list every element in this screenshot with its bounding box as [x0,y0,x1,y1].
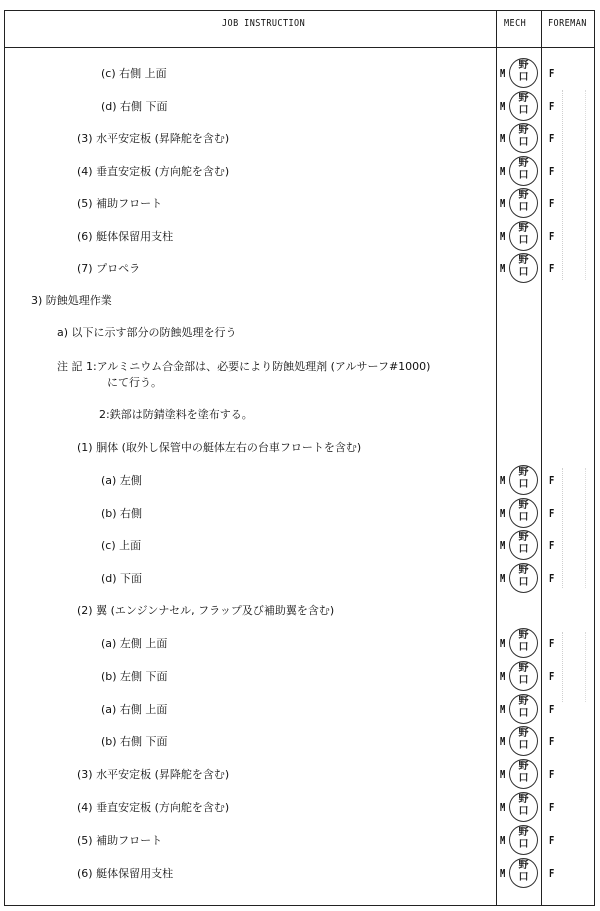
mech-signoff [497,630,539,656]
mech-label: M [500,197,506,210]
mech-signoff [497,663,539,689]
section-heading: 3) 防蝕処理作業 [31,294,112,307]
mech-signoff [497,794,539,820]
foreman-label: F [549,67,555,80]
foreman-label: F [549,867,555,880]
mech-signoff [497,158,539,184]
foreman-label: F [549,230,555,243]
foreman-label: F [549,572,555,585]
seal-text-top: 野 [518,827,529,838]
hanko-seal [509,156,538,186]
mech-label: M [500,768,506,781]
seal-text-bottom: 口 [518,512,529,523]
foreman-smudge [562,632,586,702]
foreman-label: F [549,165,555,178]
foreman-smudge [562,468,586,588]
instruction-row: (c) 上面 [101,539,142,552]
seal-text-top: 野 [518,467,529,478]
hanko-seal [509,123,538,153]
instruction-row: (1) 胴体 (取外し保管中の艇体左右の台車フロートを含む) [77,441,362,454]
seal-text-bottom: 口 [518,872,529,883]
instruction-row: (b) 右側 下面 [101,735,168,748]
seal-text-top: 野 [518,663,529,674]
foreman-label: F [549,132,555,145]
seal-text-bottom: 口 [518,137,529,148]
seal-text-top: 野 [518,696,529,707]
mech-label: M [500,100,506,113]
seal-text-bottom: 口 [518,170,529,181]
instruction-row: (6) 艇体保留用支柱 [77,230,174,243]
hanko-seal [509,498,538,528]
mech-signoff [497,125,539,151]
foreman-label: F [549,474,555,487]
seal-text-top: 野 [518,728,529,739]
hanko-seal [509,221,538,251]
hanko-seal [509,628,538,658]
seal-text-top: 野 [518,761,529,772]
mech-signoff [497,467,539,493]
seal-text-top: 野 [518,630,529,641]
foreman-label: F [549,735,555,748]
foreman-label: F [549,262,555,275]
note-line: 注 記 1:アルミニウム合金部は、必要により防蝕処理剤 (アルサーフ#1000) [57,360,431,373]
hanko-seal [509,694,538,724]
instruction-row: (b) 左側 下面 [101,670,168,683]
mech-label: M [500,703,506,716]
header-job-instruction: JOB INSTRUCTION [222,18,306,29]
seal-text-top: 野 [518,158,529,169]
foreman-label: F [549,768,555,781]
mech-label: M [500,867,506,880]
mech-label: M [500,670,506,683]
mech-signoff [497,565,539,591]
seal-text-bottom: 口 [518,105,529,116]
instruction-row: (a) 右側 上面 [101,703,168,716]
instruction-row: (b) 右側 [101,507,143,520]
foreman-label: F [549,100,555,113]
hanko-seal [509,858,538,888]
mech-signoff [497,696,539,722]
instruction-row: (6) 艇体保留用支柱 [77,867,174,880]
instruction-row: (3) 水平安定板 (昇降舵を含む) [77,768,230,781]
mech-signoff [497,93,539,119]
header-mech: MECH [504,18,527,29]
seal-text-bottom: 口 [518,642,529,653]
hanko-seal [509,530,538,560]
hanko-seal [509,726,538,756]
mech-label: M [500,801,506,814]
instruction-row: (a) 左側 上面 [101,637,168,650]
instruction-row: (5) 補助フロート [77,197,163,210]
mech-label: M [500,834,506,847]
instruction-row: (3) 水平安定板 (昇降舵を含む) [77,132,230,145]
instruction-row: (2) 翼 (エンジンナセル, フラップ及び補助翼を含む) [77,604,335,617]
hanko-seal [509,825,538,855]
hanko-seal [509,759,538,789]
foreman-label: F [549,801,555,814]
seal-text-bottom: 口 [518,708,529,719]
mech-signoff [497,532,539,558]
mech-signoff [497,827,539,853]
seal-text-top: 野 [518,565,529,576]
mech-signoff [497,860,539,886]
foreman-label: F [549,834,555,847]
hanko-seal [509,792,538,822]
hanko-seal [509,465,538,495]
seal-text-top: 野 [518,60,529,71]
seal-text-bottom: 口 [518,479,529,490]
seal-text-top: 野 [518,860,529,871]
seal-text-top: 野 [518,190,529,201]
instruction-row: a) 以下に示す部分の防蝕処理を行う [57,326,237,339]
seal-text-top: 野 [518,500,529,511]
header-divider [4,47,595,48]
mech-signoff [497,60,539,86]
instruction-row: (d) 下面 [101,572,143,585]
hanko-seal [509,661,538,691]
mech-label: M [500,165,506,178]
seal-text-bottom: 口 [518,72,529,83]
mech-label: M [500,67,506,80]
instruction-row: (7) プロペラ [77,262,141,275]
instruction-row: (a) 左側 [101,474,142,487]
seal-text-top: 野 [518,125,529,136]
mech-label: M [500,507,506,520]
seal-text-bottom: 口 [518,577,529,588]
mech-signoff [497,761,539,787]
note-line: にて行う。 [107,376,162,389]
seal-text-top: 野 [518,794,529,805]
hanko-seal [509,58,538,88]
foreman-label: F [549,637,555,650]
mech-label: M [500,230,506,243]
seal-text-top: 野 [518,93,529,104]
seal-text-bottom: 口 [518,235,529,246]
seal-text-top: 野 [518,255,529,266]
seal-text-top: 野 [518,532,529,543]
mech-signoff [497,728,539,754]
mech-label: M [500,637,506,650]
hanko-seal [509,253,538,283]
foreman-label: F [549,507,555,520]
instruction-row: (d) 右側 下面 [101,100,168,113]
instruction-row: (c) 右側 上面 [101,67,167,80]
seal-text-bottom: 口 [518,267,529,278]
foreman-label: F [549,670,555,683]
mech-label: M [500,735,506,748]
mech-label: M [500,539,506,552]
mech-signoff [497,500,539,526]
hanko-seal [509,188,538,218]
instruction-row: (5) 補助フロート [77,834,163,847]
mech-label: M [500,132,506,145]
seal-text-bottom: 口 [518,839,529,850]
mech-label: M [500,262,506,275]
foreman-label: F [549,197,555,210]
seal-text-bottom: 口 [518,202,529,213]
seal-text-bottom: 口 [518,544,529,555]
mech-label: M [500,572,506,585]
hanko-seal [509,563,538,593]
mech-signoff [497,190,539,216]
seal-text-bottom: 口 [518,740,529,751]
foreman-label: F [549,539,555,552]
column-divider-foreman [541,10,542,906]
mech-signoff [497,223,539,249]
seal-text-bottom: 口 [518,773,529,784]
foreman-label: F [549,703,555,716]
seal-text-bottom: 口 [518,675,529,686]
hanko-seal [509,91,538,121]
instruction-row: (4) 垂直安定板 (方向舵を含む) [77,801,230,814]
mech-signoff [497,255,539,281]
seal-text-top: 野 [518,223,529,234]
note-line: 2:鉄部は防錆塗料を塗布する。 [99,408,253,421]
foreman-smudge [562,90,586,280]
seal-text-bottom: 口 [518,806,529,817]
mech-label: M [500,474,506,487]
header-foreman: FOREMAN [548,18,587,29]
instruction-row: (4) 垂直安定板 (方向舵を含む) [77,165,230,178]
